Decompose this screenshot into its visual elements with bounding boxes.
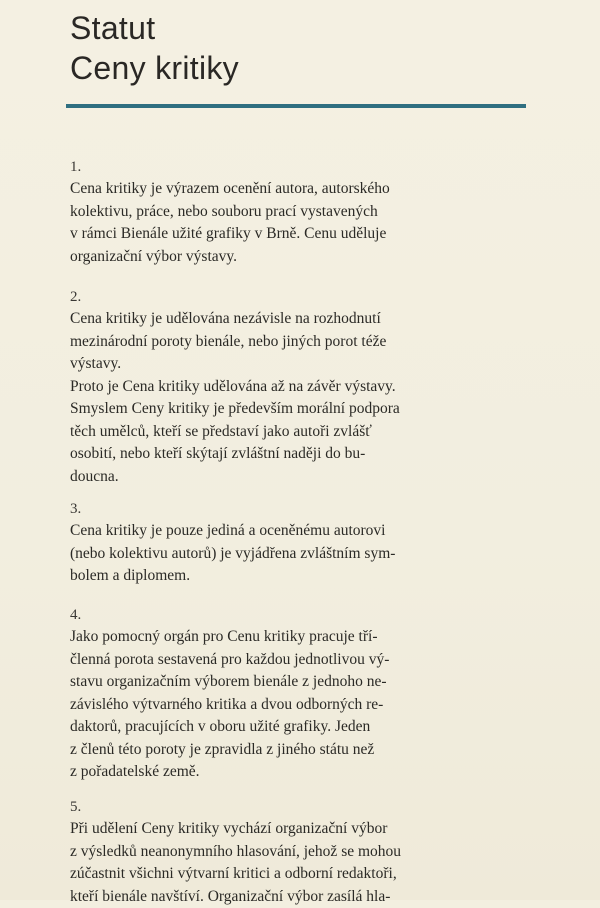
article-paragraph: Cena kritiky je výrazem ocenění autora, autorského kolektivu, práce, nebo souboru prací vystavených v rámci Bienále užité grafiky v Brně. Cenu uděluje organizační výbor výstavy. — [70, 180, 390, 265]
article-paragraph: Proto je Cena kritiky udělována až na závěr výstavy. Smyslem Ceny kritiky je především morální podpora těch umělců, kteří se představí jako autoři zvlášť osobití, nebo kteří skýtají zvláštní naději do bu- doucna. — [70, 377, 400, 485]
article-number: 3. — [70, 501, 82, 517]
title-line-1: Statut — [70, 10, 156, 46]
article-1 — [70, 156, 534, 268]
article-paragraph: Cena kritiky je pouze jediná a oceněnému autorovi (nebo kolektivu autorů) je vyjádřena zvláštním sym- bolem a diplomem. — [70, 522, 396, 584]
article-3 — [70, 498, 534, 588]
article-4 — [70, 604, 534, 784]
article-paragraph: Cena kritiky je udělována nezávisle na rozhodnutí mezinárodní poroty bienále, nebo jiných porot téže výstavy. — [70, 310, 387, 372]
title-line-2: Ceny kritiky — [70, 50, 239, 86]
article-number: 5. — [70, 799, 82, 815]
article-2 — [70, 286, 534, 488]
article-paragraph: Jako pomocný orgán pro Cenu kritiky pracuje tří- členná porota sestavená pro každou jednotlivou vý- stavu organizačním výborem bienále z jednoho ne- závislého výtvarného kritika a dvou odborných re- daktorů, pracujících v oboru užité grafiky. Jeden z členů této poroty je zpravidla z jiného státu než z pořadatelské země. — [70, 628, 390, 780]
article-paragraph: Při udělení Ceny kritiky vychází organizační výbor z výsledků neanonymního hlasování, jehož se mohou zúčastnit všichni výtvarní kritici a odborní redaktoři, kteří bienále navštíví. Organizační výbor zasílá hla- — [70, 820, 402, 905]
title-divider — [66, 104, 526, 108]
article-number: 4. — [70, 607, 82, 623]
article-number: 2. — [70, 289, 82, 305]
article-number: 1. — [70, 159, 82, 175]
document-title — [70, 8, 239, 88]
article-5 — [70, 796, 534, 908]
